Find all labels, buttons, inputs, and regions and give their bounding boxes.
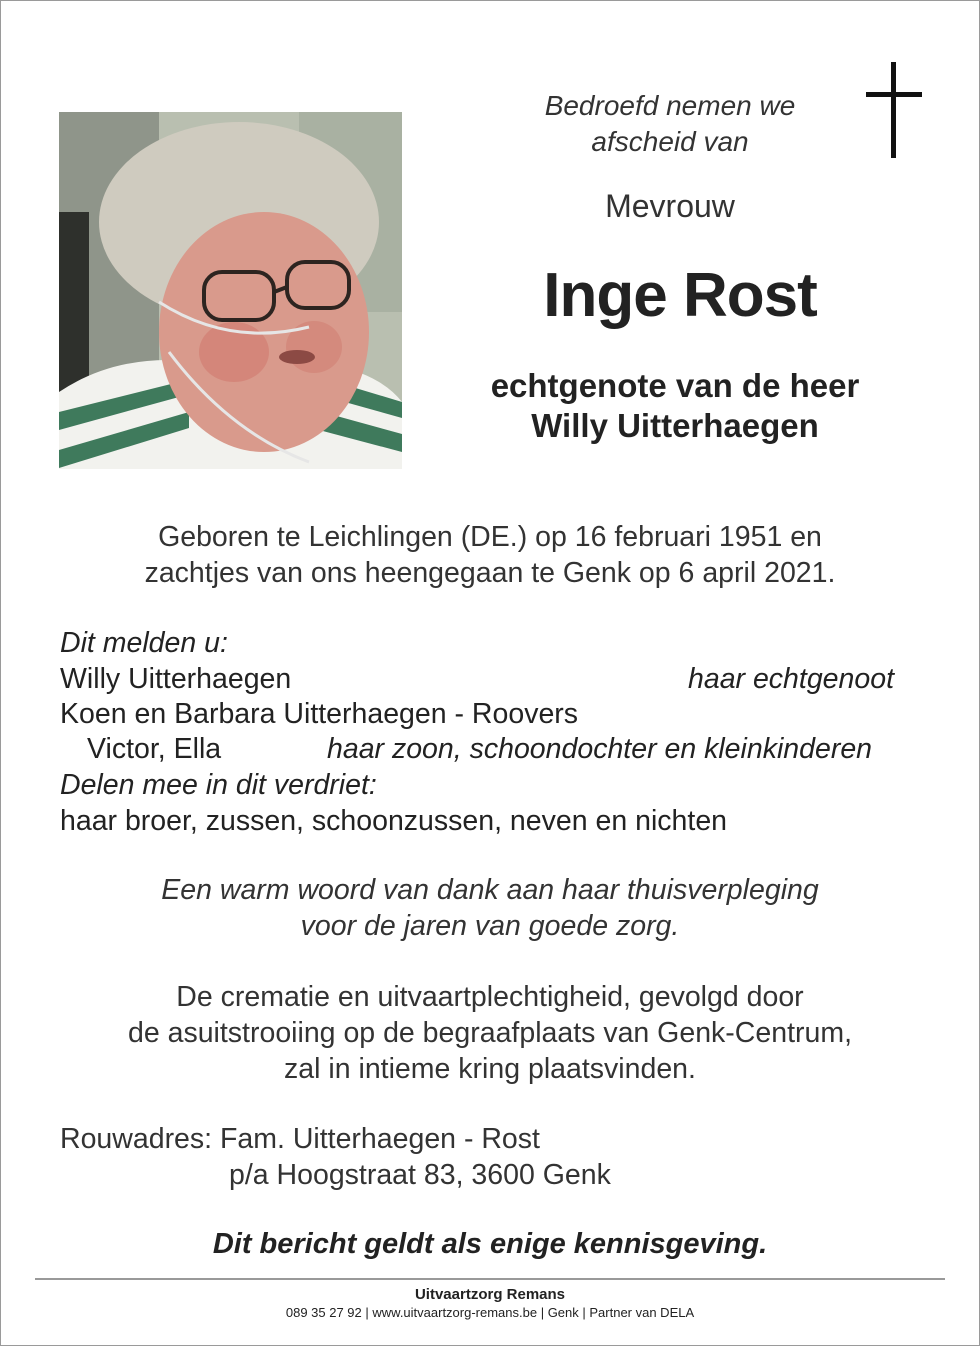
family-member-name: Victor, Ella [87, 733, 222, 765]
family-member-relation: haar zoon, schoondochter en kleinkinderen [327, 733, 873, 765]
ceremony-line: De crematie en uitvaartplechtigheid, gevolgd door [176, 981, 804, 1013]
share-heading: Delen mee in dit verdriet: [60, 769, 377, 801]
address-line: Rouwadres: Fam. Uitterhaegen - Rost [60, 1123, 540, 1155]
ceremony-line: zal in intieme kring plaatsvinden. [284, 1053, 696, 1085]
funeral-home-info: 089 35 27 92 | www.uitvaartzorg-remans.be | Genk | Partner van DELA [285, 1305, 695, 1320]
address-line: p/a Hoogstraat 83, 3600 Genk [229, 1159, 611, 1191]
born-line: zachtjes van ons heengegaan te Genk op 6 april 2021. [144, 557, 836, 589]
birth-death-text [60, 519, 920, 591]
spouse-text [450, 366, 900, 446]
thanks-line: voor de jaren van goede zorg. [300, 910, 680, 942]
funeral-home-name: Uitvaartzorg Remans [414, 1286, 566, 1303]
portrait-photo [59, 112, 402, 469]
intro-text [480, 88, 860, 160]
title-text: Mevrouw [605, 188, 735, 224]
family-member-name: Willy Uitterhaegen [60, 663, 292, 695]
born-line: Geboren te Leichlingen (DE.) op 16 februari 1951 en [158, 521, 822, 553]
thanks-text [60, 872, 920, 944]
intro-line: afscheid van [591, 126, 749, 157]
intro-line: Bedroefd nemen we [544, 90, 796, 121]
notice-text: Dit bericht geldt als enige kennisgeving. [212, 1228, 768, 1260]
family-heading: Dit melden u: [60, 627, 228, 659]
share-text: haar broer, zussen, schoonzussen, neven en nichten [60, 805, 728, 837]
spouse-line: Willy Uitterhaegen [531, 407, 819, 444]
family-member-relation: haar echtgenoot [688, 663, 894, 695]
ceremony-text [60, 979, 920, 1087]
spouse-line: echtgenote van de heer [490, 367, 860, 404]
cross-icon [866, 62, 922, 158]
deceased-name: Inge Rost [543, 261, 817, 330]
thanks-line: Een warm woord van dank aan haar thuisverpleging [161, 874, 819, 906]
family-member-name: Koen en Barbara Uitterhaegen - Roovers [60, 698, 579, 730]
ceremony-line: de asuitstrooiing op de begraafplaats van Genk-Centrum, [127, 1017, 852, 1049]
footer-divider [35, 1278, 945, 1280]
